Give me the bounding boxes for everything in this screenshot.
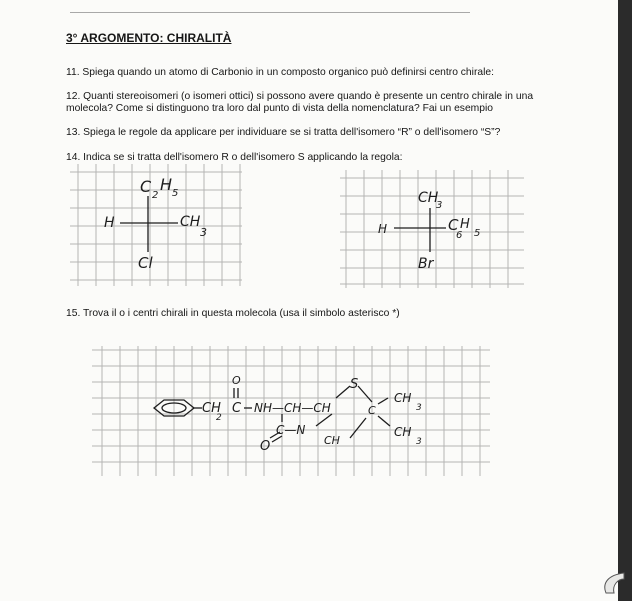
question-14: 14. Indica se si tratta dell'isomero R o dell'isomero S applicando la regola: (66, 152, 403, 163)
left-top-sub1: 2 (152, 190, 159, 201)
question-15: 15. Trova il o i centri chirali in questa molecola (usa il simbolo asterisco *) (66, 308, 400, 319)
left-substituent-ch: CH (180, 214, 201, 230)
bond-ch-c (350, 418, 366, 438)
methyl-bottom: CH (394, 425, 412, 439)
right-substituent-h: H (378, 222, 388, 236)
right-substituent-c: C (448, 216, 459, 234)
bond-c-ch3-top (378, 398, 388, 404)
large-molecule-drawing (92, 346, 490, 476)
left-graph-paper (70, 164, 242, 286)
left-top-h: H (160, 175, 173, 194)
methyl-top: CH (394, 391, 412, 405)
page-curl-icon (600, 571, 628, 595)
ch-bottom: CH (324, 434, 340, 447)
top-grid-strip (70, 0, 470, 13)
lactam-c-n: C—N (276, 423, 306, 437)
right-top-sub: 3 (436, 200, 443, 211)
carbonyl-oxygen: O (232, 374, 241, 387)
left-substituent-cl: Cl (138, 254, 153, 272)
right-substituent-br: Br (418, 256, 434, 272)
right-molecule-drawing (340, 170, 524, 288)
methyl-top-sub: 3 (416, 403, 422, 413)
right-top-ch: CH (418, 190, 439, 206)
left-substituent-h: H (104, 215, 115, 231)
bond-s-c (358, 386, 372, 402)
amide-chain: NH—CH—CH (254, 401, 331, 415)
left-molecule-drawing (70, 164, 242, 286)
carbonyl-carbon: C (232, 401, 242, 416)
bond-ch-s (336, 386, 350, 398)
right-substituent-h-letter: H (460, 217, 470, 232)
left-top-sub2: 5 (172, 188, 179, 199)
bond-c-ch3-bottom (378, 416, 390, 426)
ch2-group: CH (202, 401, 221, 416)
right-substituent-sub2: 5 (474, 228, 481, 239)
right-substituent-sub1: 6 (456, 230, 463, 241)
sulfur-atom: S (350, 377, 359, 392)
ch2-sub: 2 (216, 413, 222, 423)
left-substituent-sub: 3 (200, 226, 207, 239)
quaternary-carbon: C (368, 404, 376, 417)
question-12: 12. Quanti stereoisomeri (o isomeri ottici) si possono avere quando è presente un centro chirale in una molecola? Come si distinguono tra loro dal punto di vista della nomenclatura? Fai un esempio (66, 91, 534, 114)
methyl-bottom-sub: 3 (416, 437, 422, 447)
lactam-oxygen: O (260, 439, 271, 454)
left-top-c: C (140, 177, 152, 196)
section-heading: 3° ARGOMENTO: CHIRALITÀ (66, 31, 232, 45)
question-11: 11. Spiega quando un atomo di Carbonio in un composto organico può definirsi centro chirale: (66, 67, 494, 78)
scan-edge (618, 0, 632, 601)
question-13: 13. Spiega le regole da applicare per individuare se si tratta dell'isomero “R” o dell'isomero “S”? (66, 127, 501, 138)
